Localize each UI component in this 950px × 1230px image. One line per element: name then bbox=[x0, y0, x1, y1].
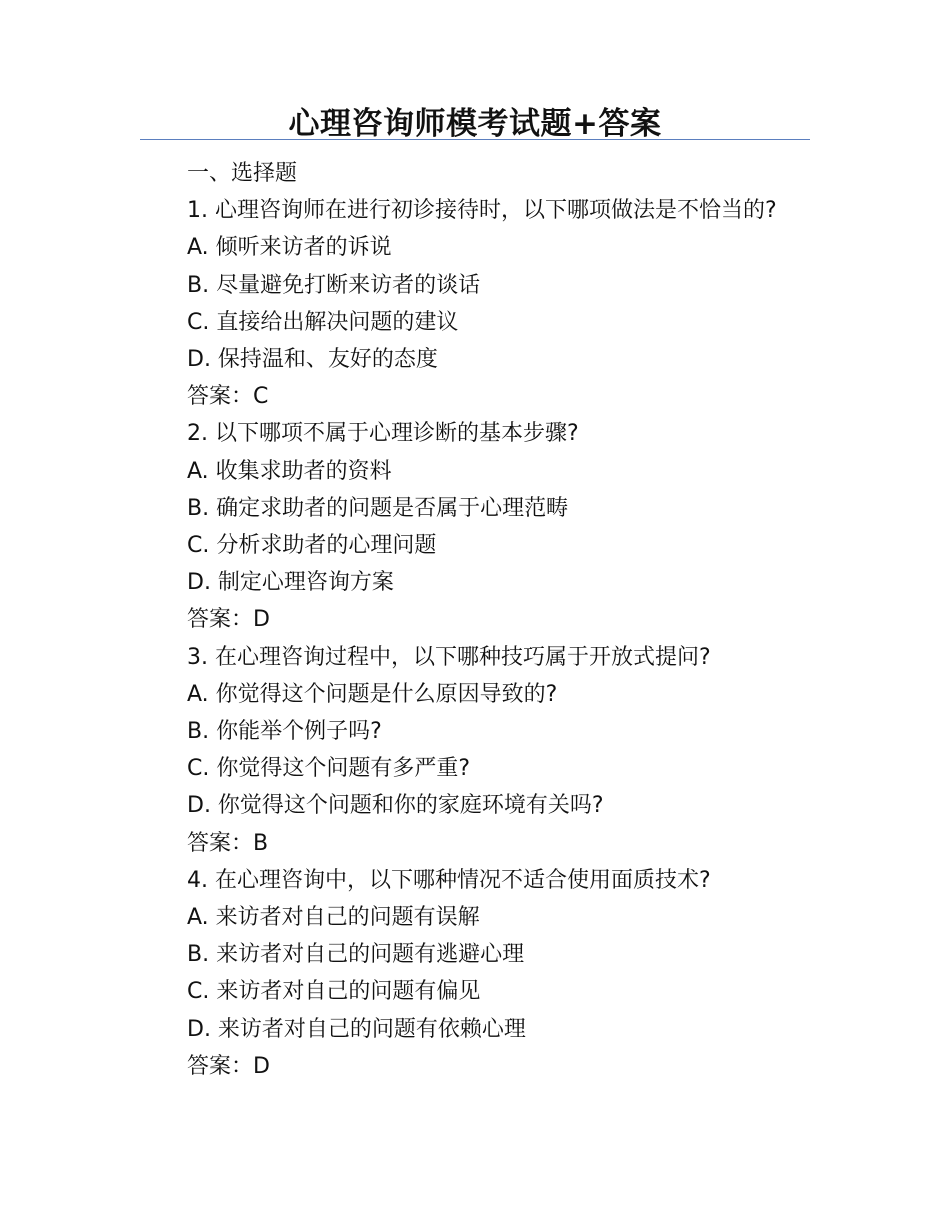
option-c: C. 分析求助者的心理问题 bbox=[187, 533, 437, 559]
option-b: B. 尽量避免打断来访者的谈话 bbox=[187, 272, 481, 298]
question-block bbox=[140, 415, 810, 638]
title-underline bbox=[140, 139, 810, 140]
question-block bbox=[140, 192, 810, 415]
option-c: C. 直接给出解决问题的建议 bbox=[187, 309, 459, 335]
question-stem: 4. 在心理咨询中，以下哪种情况不适合使用面质技术? bbox=[187, 867, 711, 893]
option-c: C. 你觉得这个问题有多严重? bbox=[187, 756, 471, 782]
option-d: D. 保持温和、友好的态度 bbox=[187, 347, 438, 373]
question-stem: 2. 以下哪项不属于心理诊断的基本步骤? bbox=[187, 421, 579, 447]
option-a: A. 你觉得这个问题是什么原因导致的? bbox=[187, 681, 558, 707]
section-heading: 一、选择题 bbox=[187, 161, 298, 186]
answer-line: 答案：C bbox=[187, 384, 269, 410]
option-b: B. 确定求助者的问题是否属于心理范畴 bbox=[187, 495, 569, 521]
option-b: B. 来访者对自己的问题有逃避心理 bbox=[187, 942, 525, 968]
option-a: A. 倾听来访者的诉说 bbox=[187, 235, 392, 261]
option-d: D. 来访者对自己的问题有依赖心理 bbox=[187, 1016, 526, 1042]
question-stem: 1. 心理咨询师在进行初诊接待时，以下哪项做法是不恰当的? bbox=[187, 198, 777, 224]
question-block bbox=[140, 639, 810, 862]
question-block bbox=[140, 862, 810, 1085]
answer-line: 答案：B bbox=[187, 830, 269, 856]
option-a: A. 收集求助者的资料 bbox=[187, 458, 392, 484]
option-c: C. 来访者对自己的问题有偏见 bbox=[187, 979, 481, 1005]
option-d: D. 你觉得这个问题和你的家庭环境有关吗? bbox=[187, 793, 604, 819]
document-body bbox=[140, 155, 810, 1085]
option-a: A. 来访者对自己的问题有误解 bbox=[187, 905, 480, 931]
question-stem: 3. 在心理咨询过程中，以下哪种技巧属于开放式提问? bbox=[187, 644, 711, 670]
option-b: B. 你能举个例子吗? bbox=[187, 719, 382, 745]
answer-line: 答案：D bbox=[187, 607, 270, 633]
document-title: 心理咨询师模考试题+答案 bbox=[288, 106, 662, 142]
option-d: D. 制定心理咨询方案 bbox=[187, 570, 394, 596]
answer-line: 答案：D bbox=[187, 1053, 270, 1079]
